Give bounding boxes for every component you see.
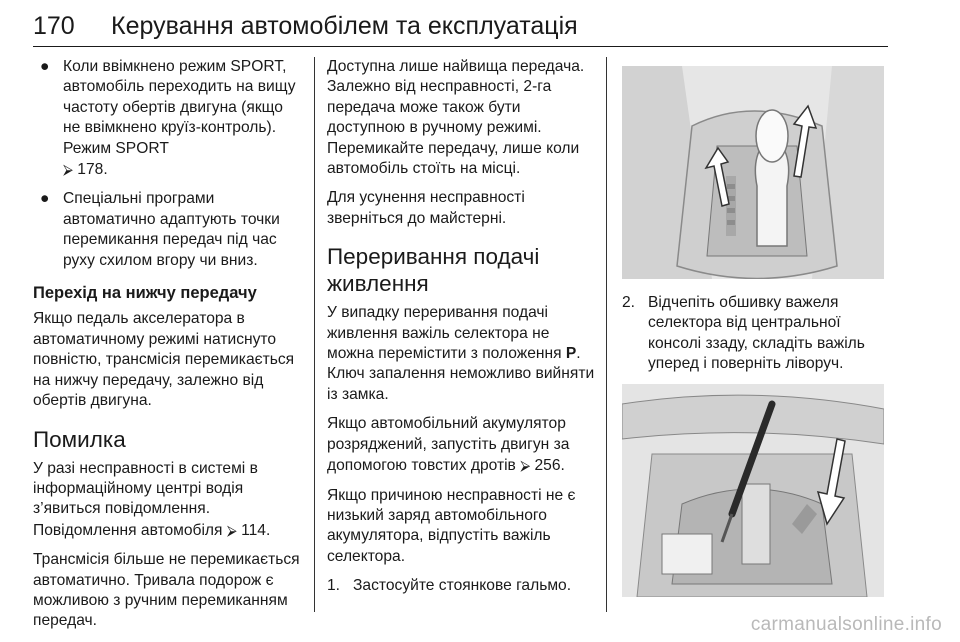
paragraph: Для усунення несправності зверніться до майстерні. [327, 189, 525, 227]
paragraph: Доступна лише найвища передача. Залежно від несправності, 2-га передача може також бути доступною в ручному режимі. Перемикайте передачу, лише коли автомобіль стоїть на місці. [327, 58, 585, 178]
page-reference-link[interactable]: 178. [77, 161, 108, 179]
column-right [622, 66, 888, 597]
bullet-text: Коли ввімкнено режим SPORT, автомобіль переходить на вищу частоту обертів двигуна (якщо не ввімкнено круїз-контроль). Режим SPORT [63, 58, 296, 157]
gear-selector-illustration [622, 66, 884, 279]
bullet-icon: ● [40, 58, 50, 75]
watermark: carmanualsonline.info [750, 614, 942, 635]
column-left [33, 57, 301, 641]
numbered-step [327, 576, 595, 596]
section-heading-error: Помилка [33, 426, 126, 452]
paragraph [33, 459, 301, 542]
step-text: Застосуйте стоянкове гальмо. [353, 577, 572, 595]
arrow-reference-icon: ⮚ [63, 161, 73, 178]
arrow-reference-icon: ⮚ [226, 521, 237, 538]
figure-gear-selector [622, 66, 884, 279]
paragraph [327, 303, 595, 405]
page-reference-link[interactable]: 256. [534, 457, 565, 475]
bullet-text: Спеціальні програми автоматично адаптують точки перемикання передач під час руху схилом вгору чи вниз. [63, 190, 280, 269]
gear-position-p: P [565, 345, 577, 363]
paragraph: Трансмісія більше не перемикається автоматично. Тривала подорож є можливою з ручним перемиканням передач. [33, 551, 300, 630]
step-number: 1. [327, 577, 341, 595]
paragraph: Якщо педаль акселератора в автоматичному режимі натиснуто повністю, трансмісія перемикається на нижчу передачу, залежно від обертів двигуна. [33, 310, 295, 410]
numbered-step [622, 293, 888, 375]
chapter-title: Керування автомобілем та експлуатація [111, 12, 578, 40]
paragraph-text: . Ключ запалення неможливо вийняти із замка. [327, 345, 595, 403]
section-heading-downshift: Перехід на нижчу передачу [33, 284, 257, 303]
step-number: 2. [622, 294, 636, 311]
paragraph-text: Якщо автомобільний акумулятор розряджений, запустіть двигун за допомогою товстих дротів [327, 415, 570, 475]
paragraph-text: У випадку переривання подачі живлення важіль селектора не можна перемістити з положення [327, 304, 562, 363]
column-middle [327, 57, 595, 606]
figure-trim-removal [622, 384, 884, 597]
step-text: Відчепіть обшивку важеля селектора від центральної консолі ззаду, складіть важіль уперед і поверніть ліворуч. [648, 294, 865, 373]
column-divider [606, 57, 607, 612]
paragraph-text: У разі несправності в системі в інформаційному центрі водія з’явиться повідомлення. Повідомлення автомобіля [33, 459, 258, 539]
page-number: 170 [33, 12, 75, 40]
bullet-icon: ● [40, 190, 50, 208]
bullet-list [33, 57, 301, 271]
trim-removal-illustration [622, 384, 884, 597]
paragraph: Якщо причиною несправності не є низький заряд автомобільного акумулятора, відпустіть важіль селектора. [327, 486, 576, 565]
header-divider [33, 46, 888, 47]
list-item [33, 57, 301, 180]
arrow-reference-icon: ⮚ [520, 457, 531, 474]
section-heading-power: Переривання подачі живлення [327, 244, 540, 297]
page-reference-link[interactable]: 114. [241, 521, 271, 539]
page-header [33, 10, 888, 50]
column-divider [314, 57, 315, 612]
paragraph [327, 414, 595, 476]
list-item [33, 189, 301, 271]
